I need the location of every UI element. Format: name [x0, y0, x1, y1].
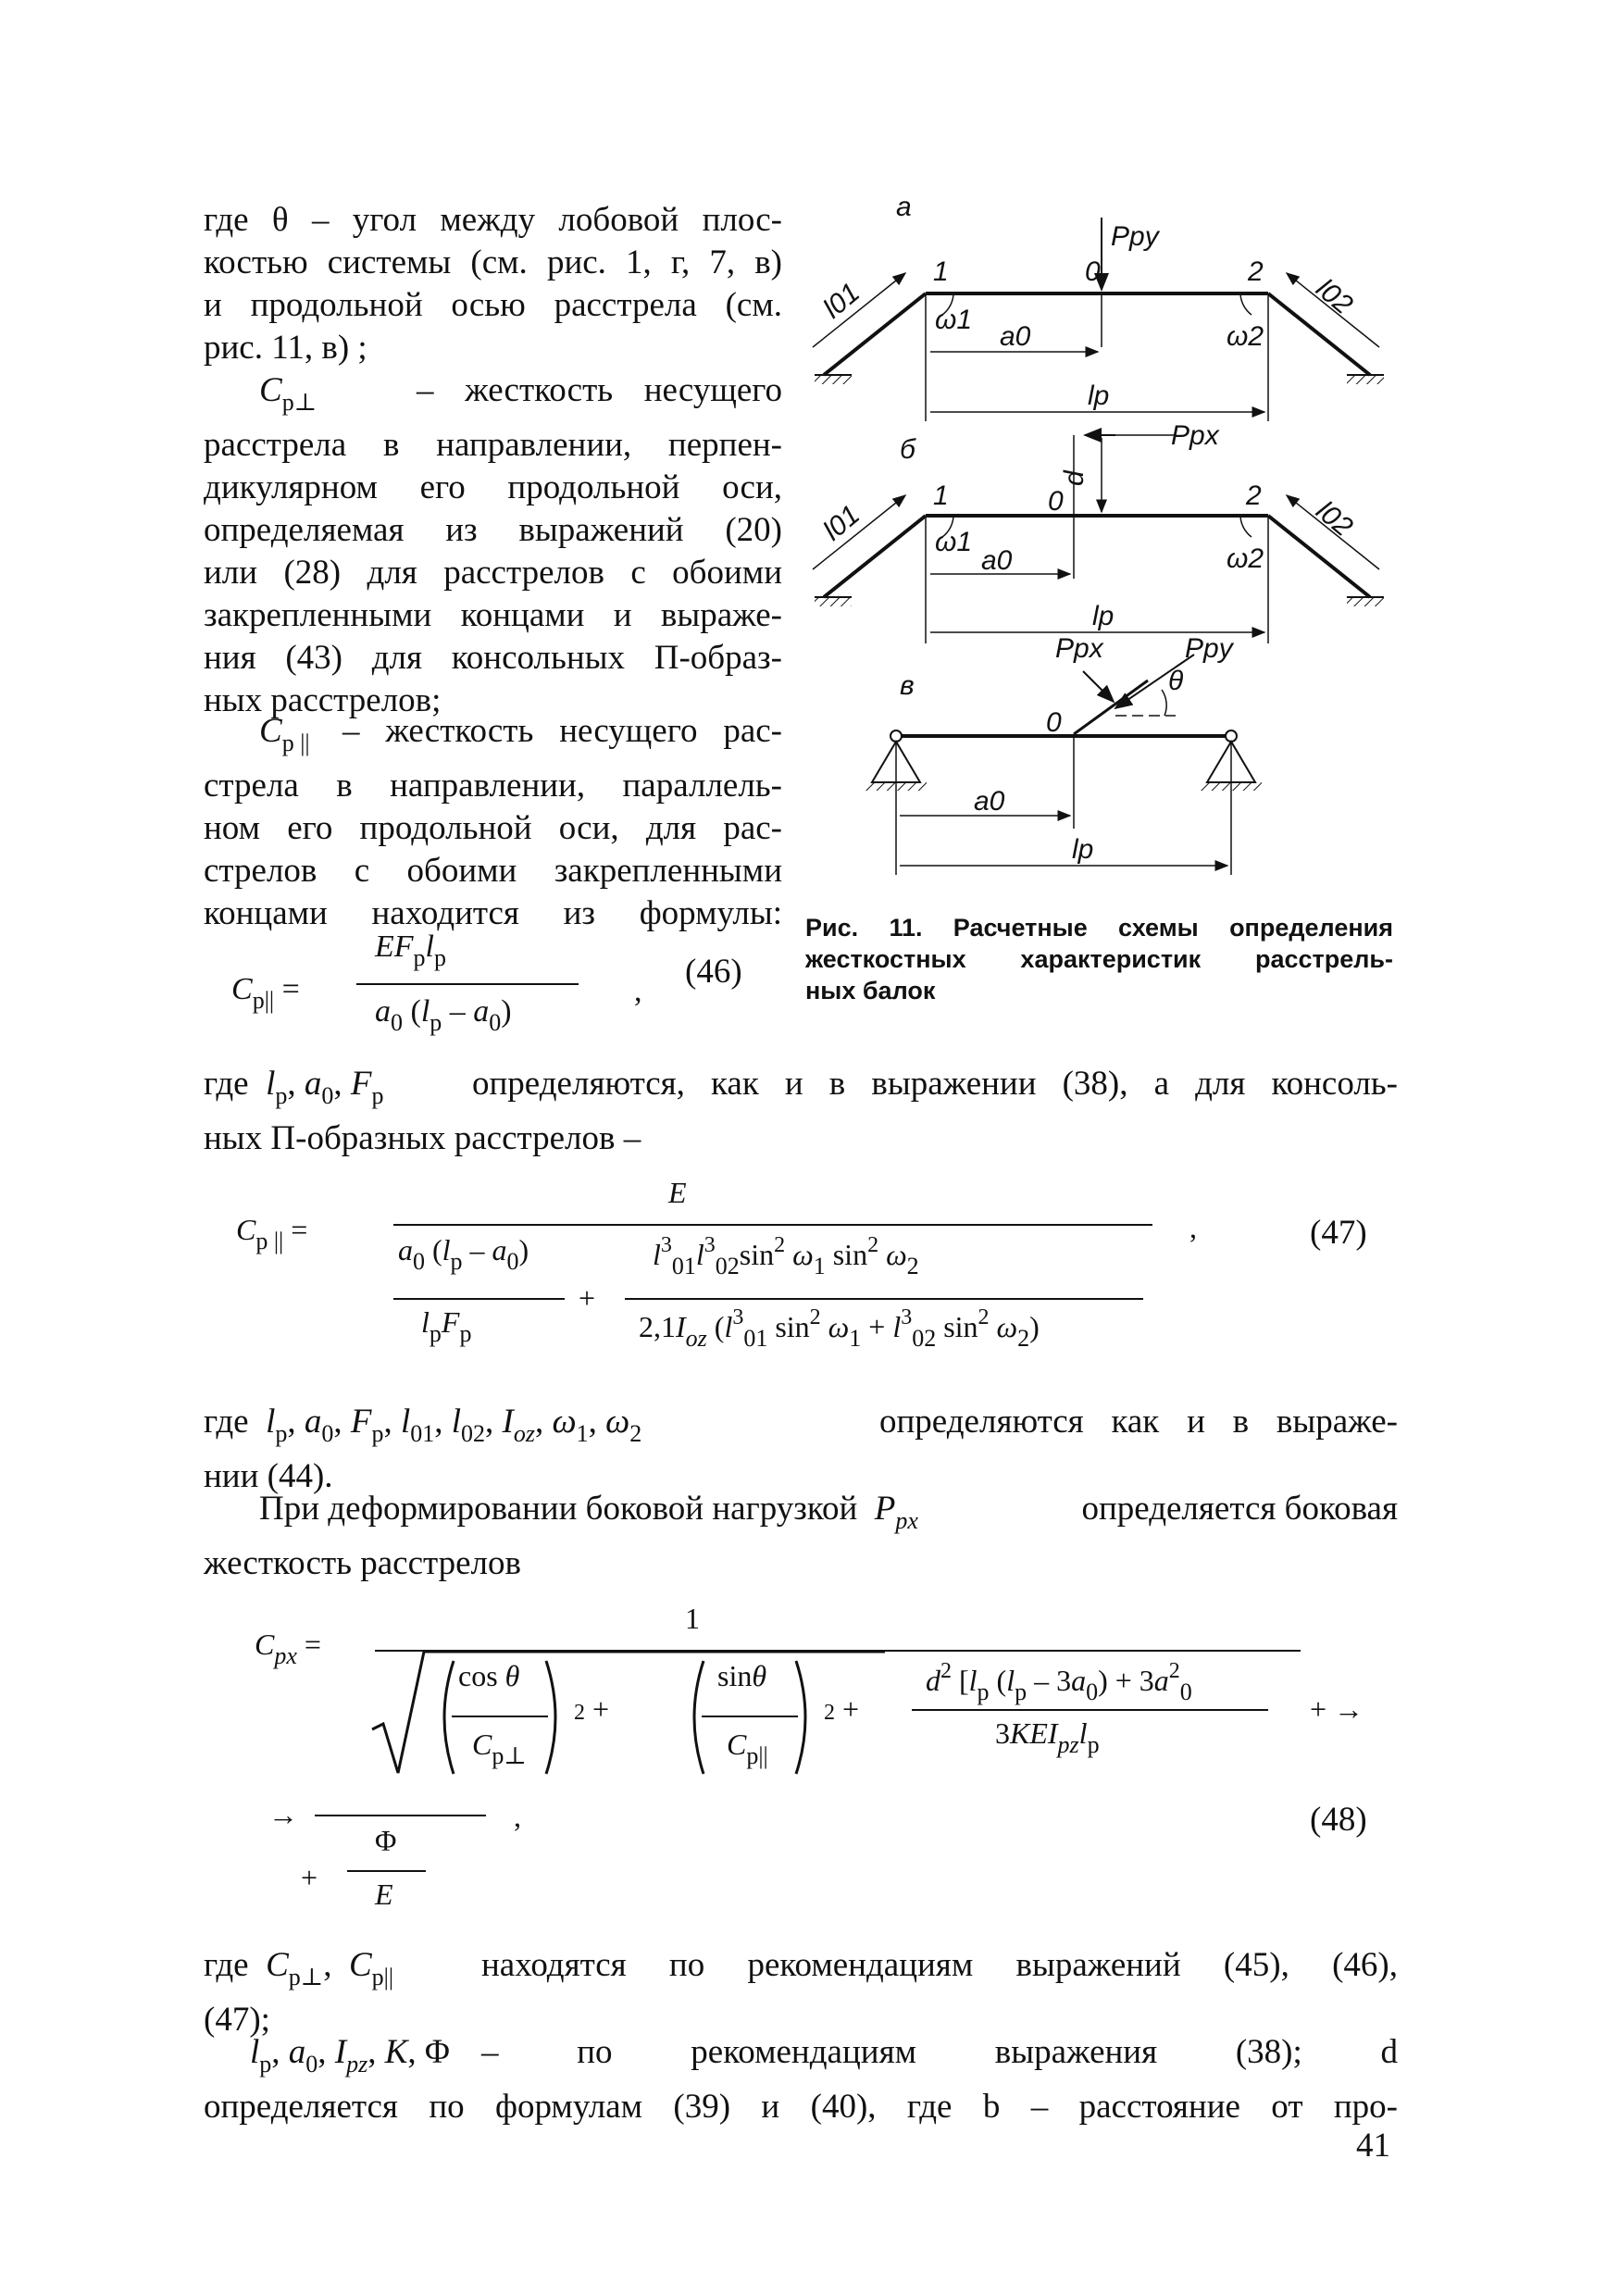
text-line: – жесткость несущего рас- — [342, 712, 782, 750]
text-line: нии (44). — [204, 1457, 333, 1495]
figure-caption — [805, 912, 1393, 1006]
paragraph-theta — [204, 199, 782, 369]
label-scheme-c: в — [900, 670, 915, 701]
eq48-phi-bar — [347, 1870, 426, 1872]
eq46-denominator: $a_0$ $(l_p - a_0)$ — [375, 994, 512, 1036]
symbol-cp-perp: $C_{p\perp}$ — [259, 371, 318, 416]
text-line: определяются, как и в выражении (38), а для консоль- — [472, 1065, 1398, 1103]
figure-11 — [796, 190, 1398, 903]
equation-46 — [231, 926, 787, 1046]
label-w2: ω2 — [1227, 543, 1264, 574]
eq48-phi: Φ — [375, 1824, 397, 1857]
eq48-cont-right: + → — [1310, 1692, 1364, 1726]
sq1: 2 + — [574, 1692, 610, 1726]
label-lp: lp — [1072, 834, 1094, 865]
text-line: При деформировании боковой нагрузкой $P_{px}$ — [259, 1490, 918, 1534]
label-scheme-a: а — [896, 192, 912, 222]
text-line: находятся по рекомендациям выражений (45), (46), — [481, 1946, 1398, 1984]
eq47-term1-num: $a_0$ $(l_p - a_0)$ — [398, 1233, 529, 1275]
scheme-c — [866, 655, 1262, 875]
eq48-d-num: $d^2$ [$l_p$ $(l_p - 3a_0) + 3a^2_0$ — [926, 1659, 1192, 1705]
eq46-fraction-bar — [356, 983, 579, 985]
text-line: и продольной осью расстрела (см. — [204, 286, 782, 324]
paragraph-after-48 — [204, 1944, 1398, 2041]
eq47-comma: , — [1189, 1211, 1197, 1244]
eq48-d-den: $3KEI_{pz}l_p$ — [995, 1716, 1100, 1758]
paragraph-last — [204, 2031, 1398, 2128]
eq46-comma: , — [634, 974, 642, 1008]
eq48-number: (48) — [1310, 1801, 1367, 1839]
label-ppx: Ppx — [1171, 420, 1219, 451]
label-scheme-b: б — [900, 434, 915, 465]
eq48-plus: + — [301, 1861, 318, 1894]
eq47-term1-bar — [393, 1298, 565, 1300]
text-line: определяются как и в выраже- — [879, 1403, 1398, 1441]
page-number: 41 — [1356, 2127, 1390, 2165]
paragraph-cp-par — [204, 710, 782, 935]
cos-theta: cos θ — [458, 1659, 520, 1692]
eq47-plus: + — [579, 1281, 596, 1315]
label-w2: ω2 — [1227, 321, 1264, 352]
paragraph-after-46 — [204, 1063, 1398, 1160]
label-a0: a0 — [1000, 321, 1031, 352]
text-line: (47); — [204, 2001, 270, 2039]
where-symbols: где $l_p$, $a_0$, $F_p$, $l_{01}$, $l_{02}$, $I_{oz}$, $\omega_1$, $\omega_2$ — [204, 1403, 642, 1447]
equation-48 — [255, 1602, 1402, 1911]
caption-line: ных балок — [805, 977, 936, 1004]
label-l02: l02 — [1310, 495, 1359, 543]
paragraph-lateral — [204, 1488, 1398, 1585]
text-line: – жесткость несущего — [417, 371, 782, 409]
where-symbols: где $C_{p\perp}$, $C_{p||}$ — [204, 1946, 394, 1990]
caption-line: Рис. 11. Расчетные схемы определения — [805, 914, 1393, 942]
eq46-number: (46) — [685, 953, 742, 991]
eq47-term2-num: $l^3_{01}l^3_{02}\sin^2$ $\omega_1$ $\sin^2 \omega_2$ — [653, 1233, 919, 1279]
text-line: – по рекомендациям выражения (38); d — [481, 2033, 1398, 2071]
eq48-comma: , — [514, 1800, 521, 1833]
label-node-0: 0 — [1046, 707, 1062, 738]
eq47-main-bar — [393, 1224, 1152, 1226]
text-line: дикулярном его продольной оси, — [204, 468, 782, 506]
text-line: концами находится из формулы: — [204, 894, 782, 932]
text-line: жесткость расстрелов — [204, 1544, 521, 1582]
text-line: или (28) для расстрелов с обоими — [204, 554, 782, 592]
where-symbols: $l_p$, $a_0$, $I_{pz}$, K, Φ — [250, 2033, 450, 2078]
text-line: закрепленными концами и выраже- — [204, 596, 782, 634]
equation-47 — [236, 1176, 1402, 1370]
label-node-2: 2 — [1248, 256, 1264, 287]
eq46-numerator: $EF_pl_p$ — [375, 930, 446, 971]
label-ppy: Ppy — [1185, 633, 1233, 664]
label-node-1: 1 — [933, 480, 949, 511]
text-line: определяется по формулам (39) и (40), где b – расстояние от про- — [204, 2088, 1398, 2126]
label-l01: l01 — [817, 499, 866, 547]
label-ppy: Ppy — [1111, 221, 1159, 252]
symbol-cp-par: $C_{p ||}$ — [259, 712, 310, 756]
label-node-0: 0 — [1048, 486, 1064, 517]
label-node-1: 1 — [933, 256, 949, 287]
text-line: определяется боковая — [1081, 1490, 1398, 1528]
cp-perp: $C_{p\perp}$ — [472, 1728, 527, 1769]
label-theta: θ — [1168, 666, 1184, 696]
label-l01: l01 — [817, 277, 866, 325]
eq48-cont-left: → — [268, 1798, 298, 1831]
where-symbols: где $l_p$, $a_0$, $F_p$ — [204, 1065, 384, 1109]
text-line: стрела в направлении, параллель- — [204, 767, 782, 805]
eq47-term2-bar — [625, 1298, 1143, 1300]
paragraph-cp-perp — [204, 369, 782, 722]
eq47-term2-den: $2,1I_{oz}$ ($l^3_{01}$ $\sin^2 \omega_1 + l^3_{02}$ $\sin^2 \omega_2$) — [639, 1305, 1040, 1352]
label-ppx: Ppx — [1055, 633, 1103, 664]
eq47-number: (47) — [1310, 1214, 1367, 1252]
label-lp: lp — [1088, 381, 1110, 411]
text-line: ном его продольной оси, для рас- — [204, 809, 782, 847]
eq47-lhs: $C_{p ||}$ = — [236, 1213, 308, 1254]
label-d: d — [1059, 470, 1090, 486]
text-line: рис. 11, в) ; — [204, 329, 367, 367]
label-w1: ω1 — [935, 305, 973, 335]
label-l02: l02 — [1310, 273, 1359, 321]
label-node-0: 0 — [1085, 256, 1101, 287]
paragraph-after-47 — [204, 1401, 1398, 1498]
eq48-bar2 — [315, 1815, 486, 1816]
text-line: ных П-образных расстрелов – — [204, 1119, 641, 1157]
sq2: 2 + — [824, 1692, 860, 1726]
label-a0: a0 — [981, 545, 1013, 576]
text-line: стрелов с обоими закрепленными — [204, 852, 782, 890]
eq47-term1-den: $l_pF_p$ — [421, 1305, 472, 1347]
label-a0: a0 — [974, 786, 1005, 817]
text-line: где θ – угол между лобовой плос- — [204, 201, 782, 239]
eq47-top: E — [668, 1176, 687, 1209]
label-lp: lp — [1092, 601, 1115, 631]
label-node-2: 2 — [1246, 480, 1262, 511]
caption-line: жесткостных характеристик расстрель- — [805, 945, 1393, 973]
eq48-top: 1 — [685, 1602, 700, 1635]
text-line: ных расстрелов; — [204, 681, 442, 719]
text-line: костью системы (см. рис. 1, г, 7, в) — [204, 243, 782, 281]
text-line: расстрела в направлении, перпен- — [204, 426, 782, 464]
sin-theta: sinθ — [717, 1659, 767, 1692]
eq48-lhs: $C_{px}$ = — [255, 1628, 321, 1669]
cp-par: $C_{p||}$ — [727, 1728, 768, 1769]
eq46-lhs: $C_{p||}$ = — [231, 972, 300, 1014]
text-line: определяемая из выражений (20) — [204, 511, 782, 549]
eq48-d-bar — [912, 1709, 1268, 1711]
label-w1: ω1 — [935, 527, 973, 557]
eq48-E: E — [375, 1878, 393, 1911]
text-line: ния (43) для консольных П-образ- — [204, 639, 782, 677]
